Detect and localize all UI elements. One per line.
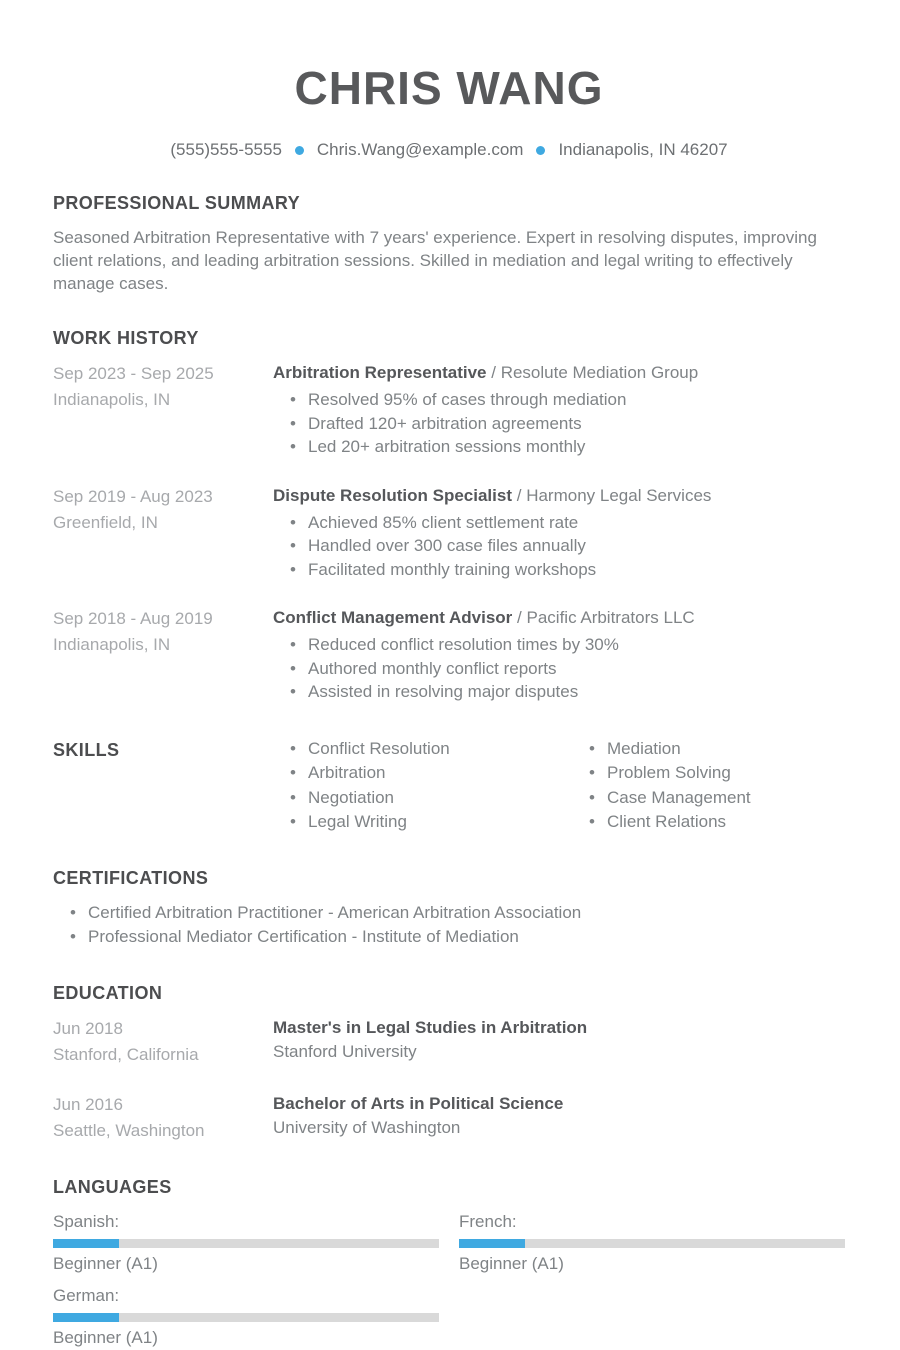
- job-entry: [53, 606, 845, 704]
- section-education: [53, 983, 845, 1144]
- job-bullet-list: [273, 633, 845, 704]
- job-title: Dispute Resolution Specialist: [273, 485, 512, 505]
- skill-item: • Problem Solving: [589, 761, 751, 786]
- edu-date-location: [53, 1092, 273, 1144]
- job-bullet: • Assisted in resolving major disputes: [290, 680, 845, 704]
- language-level: Beginner (A1): [53, 1253, 158, 1273]
- language-bar-track: [53, 1313, 439, 1322]
- job-bullet: • Reduced conflict resolution times by 30%: [290, 633, 845, 657]
- job-company: Resolute Mediation Group: [500, 363, 699, 382]
- language-name: Spanish:: [53, 1211, 120, 1231]
- certification-list: [53, 901, 845, 950]
- job-dates-location: [53, 361, 273, 459]
- skills-columns: [273, 737, 845, 835]
- job-company: Pacific Arbitrators LLC: [526, 608, 695, 627]
- job-dates: Sep 2023 - Sep 2025: [53, 364, 214, 383]
- edu-entry: [53, 1016, 845, 1068]
- section-title-certifications: CERTIFICATIONS: [53, 867, 209, 888]
- job-head: [273, 606, 845, 629]
- skills-column-1: [273, 737, 572, 835]
- section-title-skills: SKILLS: [53, 739, 120, 760]
- section-title-summary: PROFESSIONAL SUMMARY: [53, 193, 301, 213]
- job-details: [273, 484, 845, 582]
- job-title: Arbitration Representative: [273, 363, 487, 382]
- job-bullet: • Resolved 95% of cases through mediation: [290, 388, 845, 412]
- skill-item: • Legal Writing: [290, 810, 572, 835]
- edu-date: Jun 2016: [53, 1094, 123, 1114]
- skill-item: • Case Management: [589, 786, 751, 811]
- edu-details: [273, 1092, 845, 1144]
- language-item: [53, 1286, 439, 1348]
- skills-column-2: [572, 737, 751, 835]
- job-bullet-list: [273, 388, 845, 459]
- job-title: Conflict Management Advisor: [273, 608, 513, 627]
- skill-item: • Arbitration: [290, 761, 572, 786]
- edu-date-location: [53, 1016, 273, 1068]
- language-bar-fill: [53, 1313, 119, 1322]
- email-text: Chris.Wang@example.com: [316, 140, 524, 159]
- job-head: [273, 361, 845, 384]
- edu-date: Jun 2018: [53, 1018, 123, 1038]
- job-dates-location: [53, 484, 273, 582]
- job-entry: [53, 361, 845, 459]
- language-bar-fill: [459, 1239, 525, 1248]
- edu-degree: Master's in Legal Studies in Arbitration: [273, 1017, 588, 1037]
- cert-item: • Professional Mediator Certification - Institute of Mediation: [70, 925, 845, 950]
- section-languages: [53, 1177, 845, 1348]
- job-company: Harmony Legal Services: [526, 485, 712, 505]
- edu-location: Seattle, Washington: [53, 1120, 205, 1140]
- job-separator: /: [516, 485, 522, 505]
- section-work-history: [53, 328, 845, 704]
- edu-school: Stanford University: [273, 1041, 417, 1061]
- job-separator: /: [491, 363, 496, 382]
- phone-text: (555)555-5555: [170, 140, 282, 159]
- job-bullet: • Facilitated monthly training workshops: [290, 558, 845, 582]
- edu-details: [273, 1016, 845, 1068]
- summary-text: Seasoned Arbitration Representative with 7 years' experience. Expert in resolving disputes, improving client relations, and leading arbitration sessions. Skilled in mediation and legal writing to effectively manage cases.: [53, 228, 817, 293]
- job-bullet: • Drafted 120+ arbitration agreements: [290, 412, 845, 436]
- section-professional-summary: [53, 193, 845, 295]
- location-text: Indianapolis, IN 46207: [558, 140, 728, 159]
- language-bar-track: [53, 1239, 439, 1248]
- contact-line: [53, 140, 845, 160]
- job-separator: /: [517, 608, 522, 627]
- language-level: Beginner (A1): [459, 1253, 564, 1273]
- job-bullet-list: [273, 511, 845, 582]
- language-item: [459, 1212, 845, 1274]
- section-title-work: WORK HISTORY: [53, 328, 199, 348]
- language-grid: [53, 1212, 845, 1348]
- job-location: Greenfield, IN: [53, 512, 158, 532]
- job-details: [273, 606, 845, 704]
- language-level: Beginner (A1): [53, 1327, 158, 1347]
- separator-dot-icon: [295, 146, 304, 155]
- job-dates-location: [53, 606, 273, 704]
- job-bullet: • Led 20+ arbitration sessions monthly: [290, 435, 845, 459]
- edu-school: University of Washington: [273, 1117, 461, 1137]
- language-name: German:: [53, 1285, 120, 1305]
- job-dates: Sep 2019 - Aug 2023: [53, 486, 213, 506]
- skill-item: • Mediation: [589, 737, 751, 762]
- section-certifications: [53, 868, 845, 950]
- edu-location: Stanford, California: [53, 1044, 199, 1064]
- language-bar-track: [459, 1239, 845, 1248]
- job-bullet: • Handled over 300 case files annually: [290, 534, 845, 558]
- job-head: [273, 484, 845, 507]
- job-bullet: • Achieved 85% client settlement rate: [290, 511, 845, 535]
- skill-item: • Client Relations: [589, 810, 751, 835]
- section-skills: [53, 737, 845, 835]
- skill-item: • Conflict Resolution: [290, 737, 572, 762]
- language-bar-fill: [53, 1239, 119, 1248]
- job-location: Indianapolis, IN: [53, 390, 171, 409]
- edu-entry: [53, 1092, 845, 1144]
- language-item: [53, 1212, 439, 1274]
- skill-item: • Negotiation: [290, 786, 572, 811]
- job-dates: Sep 2018 - Aug 2019: [53, 609, 213, 628]
- language-name: French:: [459, 1211, 517, 1231]
- section-title-languages: LANGUAGES: [53, 1176, 172, 1197]
- edu-degree: Bachelor of Arts in Political Science: [273, 1093, 564, 1113]
- name-heading: CHRIS WANG: [294, 62, 604, 114]
- section-title-education: EDUCATION: [53, 982, 163, 1003]
- cert-item: • Certified Arbitration Practitioner - American Arbitration Association: [70, 901, 845, 926]
- job-entry: [53, 484, 845, 582]
- job-bullet: • Authored monthly conflict reports: [290, 657, 845, 681]
- job-details: [273, 361, 845, 459]
- job-location: Indianapolis, IN: [53, 635, 171, 654]
- separator-dot-icon: [536, 146, 545, 155]
